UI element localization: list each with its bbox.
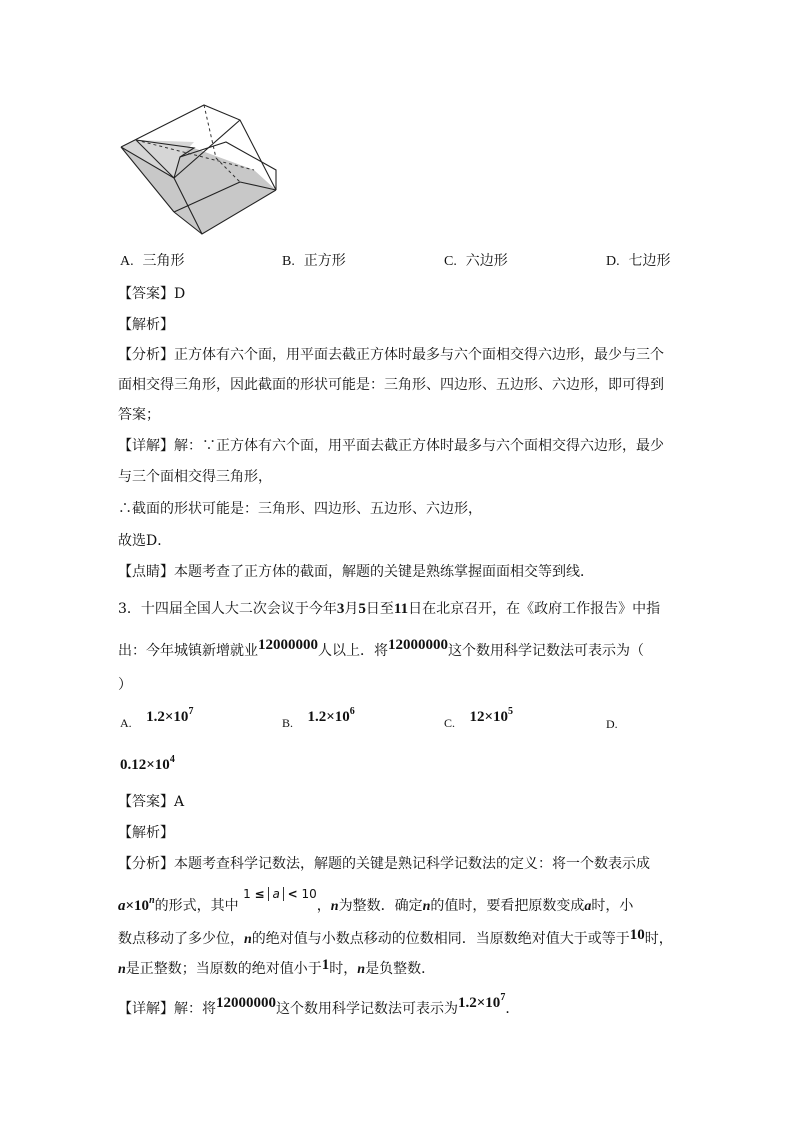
option-text: 正方形	[303, 253, 346, 269]
text: 是正整数；当原数的绝对值小于	[125, 961, 322, 977]
option-letter: D.	[606, 717, 618, 731]
var-n: n	[118, 962, 126, 977]
stem-text: 这个数用科学记数法可表示为（	[448, 643, 644, 659]
option-letter: A.	[120, 254, 134, 269]
ineq-a: a	[272, 887, 280, 901]
number: 1	[321, 957, 330, 973]
q2-fenxi-line: 答案；	[118, 407, 160, 423]
var-n: n	[422, 899, 431, 914]
text: 的值时，要看把原数变成	[430, 898, 585, 914]
option-exp: 7	[188, 706, 194, 717]
sci-notation	[118, 895, 155, 914]
q3-fenxi-line-4	[118, 958, 435, 978]
q3-detail-line	[118, 992, 520, 1018]
q3-option-b	[282, 706, 355, 732]
q3-stem-line-2	[118, 637, 644, 660]
option-exp: 4	[169, 754, 175, 765]
text: 时，	[644, 931, 673, 947]
text: 的形式，其中	[154, 898, 239, 914]
q2-analysis-heading: 【解析】	[118, 317, 174, 333]
text: 【详解】解：将	[118, 1001, 216, 1017]
stem-number: 12000000	[258, 637, 318, 653]
option-exp: 5	[508, 706, 514, 717]
q2-option-a	[120, 250, 185, 270]
q2-fenxi-line: 【分析】正方体有六个面，用平面去截正方体时最多与六个面相交得六边形，最少与三个	[118, 347, 664, 363]
q2-xiangjie-line: 与三个面相交得三角形，	[118, 469, 272, 485]
var-n: n	[357, 962, 366, 977]
stem-number: 11	[393, 601, 409, 617]
ineq-le: ≤	[254, 887, 265, 901]
option-letter: A.	[120, 716, 132, 730]
q2-fenxi-line: 面相交得三角形，因此截面的形状可能是：三角形、四边形、五边形、六边形，即可得到	[118, 377, 664, 393]
option-base: 1.2×10	[307, 709, 350, 725]
cube-section-figure	[116, 100, 286, 240]
q2-option-c	[444, 250, 508, 270]
option-letter: B.	[282, 716, 294, 730]
option-base: 12×10	[469, 709, 509, 725]
text: 数点移动了多少位，	[118, 931, 244, 947]
option-text: 七边形	[628, 253, 671, 269]
q2-option-d	[606, 250, 671, 270]
ineq-left: 1	[243, 887, 251, 901]
text: 时，小	[591, 898, 634, 914]
result-base: 1.2×10	[458, 995, 501, 1011]
option-base: 0.12×10	[120, 757, 170, 773]
option-letter: C.	[444, 716, 456, 730]
ineq-right: 10	[301, 887, 317, 901]
stem-text: 日至	[365, 601, 394, 617]
text: 是负整数．	[365, 961, 436, 977]
option-math	[146, 706, 194, 725]
stem-number: 3	[336, 601, 345, 617]
q3-analysis-heading: 【解析】	[118, 825, 174, 841]
option-math	[469, 706, 514, 725]
option-math	[307, 706, 355, 725]
q2-xiangjie-line: ∴截面的形状可能是：三角形、四边形、五边形、六边形，	[118, 501, 482, 517]
stem-text: 人以上．将	[318, 643, 388, 659]
stem-text: 月	[344, 601, 359, 617]
sci-times: ×10	[125, 898, 150, 914]
q3-option-c	[444, 706, 514, 732]
number: 12000000	[216, 995, 276, 1011]
option-letter: D.	[606, 254, 620, 269]
option-math	[120, 754, 175, 773]
stem-text: 日在北京召开，在《政府工作报告》中指	[408, 601, 661, 617]
q2-xiangjie-line: 故选D．	[118, 533, 172, 549]
option-base: 1.2×10	[146, 709, 189, 725]
q3-option-a	[120, 706, 194, 732]
var-a: a	[584, 899, 592, 914]
stem-text: 3．十四届全国人大二次会议于今年	[118, 601, 337, 617]
q3-option-d-letter	[606, 716, 618, 732]
text: 这个数用科学记数法可表示为	[276, 1001, 458, 1017]
q2-answer: 【答案】D	[118, 286, 186, 302]
number: 10	[629, 927, 645, 943]
option-exp: 6	[349, 706, 355, 717]
option-text: 三角形	[142, 253, 185, 269]
q3-fenxi-line-2	[118, 887, 634, 915]
stem-number: 12000000	[388, 637, 448, 653]
text: 的绝对值与小数点移动的位数相同．当原数绝对值大于或等于	[251, 931, 630, 947]
var-n: n	[330, 899, 339, 914]
q2-dianjing: 【点睛】本题考查了正方体的截面，解题的关键是熟练掌握面面相交等到线．	[118, 564, 594, 580]
text: 为整数．确定	[338, 898, 423, 914]
q3-fenxi-line-3	[118, 928, 673, 948]
var-n: n	[244, 932, 252, 947]
result-exp: 7	[500, 992, 506, 1003]
option-letter: C.	[444, 254, 457, 269]
q3-option-d-value	[120, 754, 175, 774]
text: 时，	[329, 961, 358, 977]
option-text: 六边形	[465, 253, 508, 269]
option-letter: B.	[282, 254, 295, 269]
q2-option-b	[282, 250, 346, 270]
inequality	[243, 887, 317, 901]
var-a: a	[118, 898, 126, 914]
var-n: n	[149, 895, 155, 906]
text: ，	[316, 898, 331, 914]
q3-fenxi-line: 【分析】本题考查科学记数法，解题的关键是熟记科学记数法的定义：将一个数表示成	[118, 856, 650, 872]
ineq-lt: <	[287, 887, 298, 901]
text: ．	[505, 1001, 520, 1017]
stem-number: 5	[358, 601, 366, 617]
result-math	[458, 992, 506, 1011]
q3-answer: 【答案】A	[118, 794, 185, 810]
q2-xiangjie-line: 【详解】解：∵正方体有六个面，用平面去截正方体时最多与六个面相交得六边形，最少	[118, 438, 664, 454]
stem-text: 出：今年城镇新增就业	[118, 643, 258, 659]
q3-stem-line-3: ）	[118, 677, 132, 693]
q3-stem-line-1	[118, 598, 660, 618]
